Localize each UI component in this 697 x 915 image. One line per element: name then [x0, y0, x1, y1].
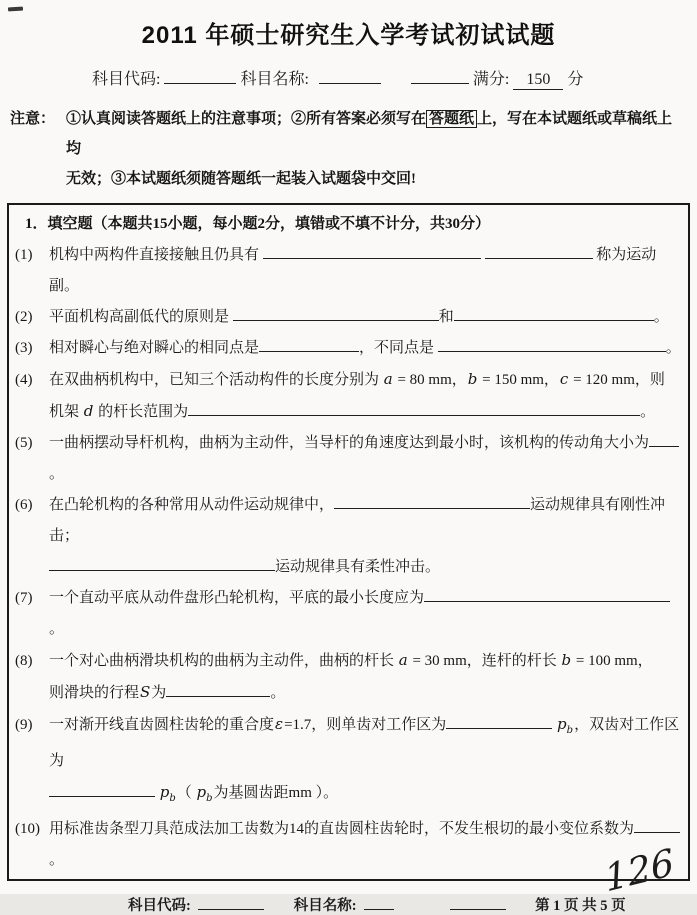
question-text: = 120 mm，则	[569, 372, 665, 388]
math-variable: a	[383, 370, 394, 388]
question-text: 。	[654, 309, 669, 325]
question-text: = 30 mm，连杆的杆长	[409, 653, 561, 669]
answer-blank	[424, 588, 670, 602]
question-item	[15, 302, 682, 333]
answer-blank	[188, 402, 640, 416]
question-text: 一个对心曲柄滑块机构的曲柄为主动件，曲柄的杆长	[49, 653, 398, 669]
question-text: 。	[270, 685, 285, 701]
footer-subject-code-label: 科目代码:	[128, 898, 191, 914]
answer-blank	[334, 495, 530, 509]
answer-blank	[263, 245, 481, 259]
question-item	[15, 490, 682, 583]
question-item	[15, 364, 682, 428]
subject-code-blank	[164, 69, 236, 84]
question-item	[15, 876, 682, 881]
question-number: (7)	[15, 583, 49, 614]
score-unit: 分	[567, 71, 583, 88]
question-text: 的杆长范围为	[94, 404, 188, 420]
question-text: （	[177, 785, 196, 801]
question-text: 。	[640, 404, 655, 420]
exam-title: 2011 年硕士研究生入学考试初试试题	[0, 15, 697, 50]
answer-blank	[49, 557, 275, 571]
math-variable-subscript: $p_b$	[159, 783, 177, 801]
question-item	[15, 583, 682, 645]
answer-blank	[166, 683, 270, 697]
answer-blank	[454, 307, 654, 321]
question-text: 和	[439, 309, 454, 325]
answer-blank	[438, 338, 666, 352]
full-score-value: 150	[513, 71, 563, 90]
subject-name-blank-1	[319, 69, 381, 84]
answer-blank	[49, 783, 155, 797]
question-text: 机架	[49, 404, 83, 420]
math-variable: ε	[274, 715, 284, 733]
question-text: 机构中两构件直接接触且仍具有	[49, 247, 263, 263]
question-text: 。	[49, 621, 64, 637]
question-number: (5)	[15, 428, 49, 459]
question-text: 为基圆齿距mm ）。	[214, 785, 339, 801]
footer-subject-name-blank-2	[450, 896, 506, 910]
notice-seg3: 无效；③本试题纸须随答题纸一起装入试题袋中交回!	[66, 171, 416, 187]
question-number: (1)	[15, 240, 49, 271]
question-text: ，双齿对工作区为	[49, 717, 679, 769]
question-item	[15, 240, 682, 302]
math-variable: S	[139, 683, 151, 701]
math-variable: a	[398, 651, 409, 669]
question-text: = 80 mm，	[394, 372, 467, 388]
question-text: 。	[49, 852, 64, 868]
footer-page-info: 第 1 页 共 5 页	[535, 898, 626, 914]
notice-text	[66, 104, 687, 194]
math-variable: b	[467, 370, 479, 388]
question-number: (10)	[15, 814, 49, 845]
answer-blank	[634, 819, 680, 833]
notice-label: 注意：	[10, 104, 66, 194]
scan-artifact-dash	[8, 7, 23, 12]
math-variable: b	[561, 651, 573, 669]
question-text: ，不同点是	[359, 340, 438, 356]
question-text: =1.7，则单齿对工作区为	[284, 717, 446, 733]
question-text: = 100 mm，	[572, 653, 653, 669]
question-text: 为	[151, 685, 166, 701]
notice-block	[10, 104, 687, 194]
subject-name-blank-2	[411, 69, 469, 84]
header-meta-row	[92, 66, 697, 90]
footer-subject-name-blank-1	[364, 896, 394, 910]
notice-boxed-term: 答题纸	[426, 110, 477, 128]
question-text: 用标准齿条型刀具范成法加工齿数为14的直齿圆柱齿轮时，不发生根切的最小变位系数为	[49, 821, 634, 837]
question-number: (6)	[15, 490, 49, 521]
section-heading: 1．填空题（本题共15小题，每小题2分，填错或不填不计分，共30分）	[15, 209, 682, 240]
question-text: 一曲柄摆动导杆机构，曲柄为主动件，当导杆的角速度达到最小时，该机构的传动角大小为	[49, 435, 649, 451]
footer-subject-code-blank	[198, 896, 264, 910]
answer-blank	[259, 338, 359, 352]
question-section-box	[7, 203, 690, 881]
math-variable: c	[559, 370, 569, 388]
answer-blank	[446, 715, 552, 729]
subject-code-label: 科目代码:	[92, 71, 160, 88]
question-text: 。	[666, 340, 681, 356]
question-number: (4)	[15, 365, 49, 396]
question-number: (9)	[15, 710, 49, 741]
question-item	[15, 645, 682, 709]
question-text: 一个直动平底从动件盘形凸轮机构，平底的最小长度应为	[49, 590, 424, 606]
question-text: 运动规律具有刚性冲击；	[49, 497, 665, 544]
question-number: (8)	[15, 646, 49, 677]
notice-seg2: 上，写在本试题纸或草稿纸上均	[66, 111, 672, 157]
question-text: 称为运动副。	[49, 247, 656, 294]
full-score-label: 满分:	[473, 71, 509, 88]
question-text: 相对瞬心与绝对瞬心的相同点是	[49, 340, 259, 356]
question-text: 则滑块的行程	[49, 685, 139, 701]
notice-seg1: ①认真阅读答题纸上的注意事项；②所有答案必须写在	[66, 111, 426, 127]
question-number: (3)	[15, 333, 49, 364]
answer-blank	[649, 433, 679, 447]
math-variable: d	[83, 402, 95, 420]
subject-name-label: 科目名称:	[240, 71, 308, 88]
question-item	[15, 709, 682, 814]
question-text: 平面机构高副低代的原则是	[49, 309, 233, 325]
question-text: 一对渐开线直齿圆柱齿轮的重合度	[49, 717, 274, 733]
question-number: (2)	[15, 302, 49, 333]
question-text: = 150 mm，	[478, 372, 559, 388]
answer-blank	[233, 307, 439, 321]
question-text: 在凸轮机构的各种常用从动件运动规律中，	[49, 497, 334, 513]
math-variable-subscript: $p_b$	[196, 783, 214, 801]
question-item	[15, 333, 682, 364]
handwritten-page-mark: 126	[602, 841, 677, 901]
question-text: 在双曲柄机构中，已知三个活动构件的长度分别为	[49, 372, 383, 388]
footer-subject-name-label: 科目名称:	[294, 898, 357, 914]
questions	[15, 240, 682, 881]
math-variable-subscript: $p_b$	[556, 715, 574, 733]
answer-blank	[485, 245, 593, 259]
question-text: 。	[49, 466, 64, 482]
question-item	[15, 814, 682, 876]
question-text: 运动规律具有柔性冲击。	[275, 559, 440, 575]
question-item	[15, 428, 682, 490]
question-number	[15, 876, 49, 881]
